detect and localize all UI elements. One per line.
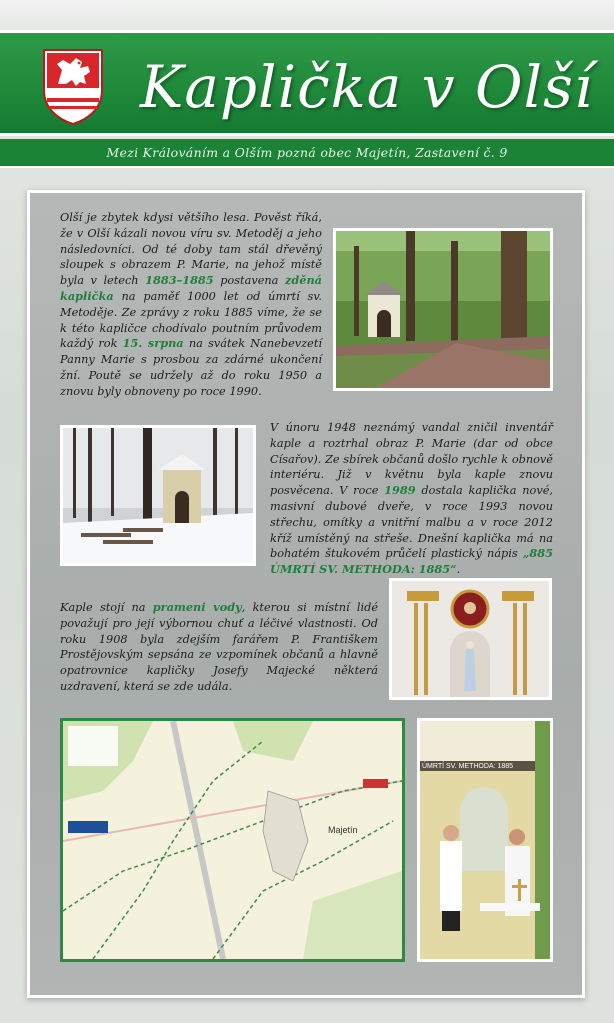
photo-chapel-winter [60,425,256,566]
photo-chapel-interior [389,578,552,700]
highlight-chapel: zděná kaplička [60,273,322,303]
page-subtitle: Mezi Králováním a Olším pozná obec Majetín, Zastavení č. 9 [106,145,508,160]
subtitle-band [0,139,614,168]
highlight-inscription: „885 ÚMRTÍ SV. METHODA: 1885“ [270,546,553,577]
paragraph-restoration: V únoru 1948 neznámý vandal zničil inventář kaple a roztrhal obraz P. Marie (dar od obce Císařov). Ze sbírek občanů došlo rychle k obnově interiéru. Již v květnu byla kaple znovu posvěcena. V roce 1989 dostala kaplička nové, masivní dubové dveře, v roce 1993 novou střechu, omítky a vnitřní malbu a v roce 2012 kříž umístěný na střeše. Dnešní kaplička má na bohatém štukovém průčelí plastický nápis „885 ÚMRTÍ SV. METHODA: 1885“. [270,421,553,577]
top-strip [0,0,614,30]
facade-inscription: ÚMRTÍ SV. METHODA: 1885 [422,763,514,770]
highlight-year-1989: 1989 [384,483,416,498]
header-banner [0,30,614,136]
coat-of-arms-lion-icon [40,46,106,126]
map-area [60,718,405,962]
highlight-spring: prameni vody [152,600,242,614]
photo-mass-at-chapel [417,718,553,962]
page-title: Kaplička v Olší [140,53,594,121]
highlight-date: 15. srpna [122,336,184,351]
paragraph-spring: Kaple stojí na prameni vody, kterou si místní lidé považují pro její výbornou chuť a léčivé vlastnosti. Od roku 1908 byla zdejším farářem P. Františkem Prostějovským sepsána ze vzpomínek občanů a hlavně opatrovnice kapličky Josefy Majecké některá uzdravení, která se zde udála. [60,600,379,693]
paragraph-history: Olší je zbytek kdysi většího lesa. Pověst říká, že v Olší kázali novou víru sv. Metoděj a jeho následovníci. Od té doby tam stál dřevěný sloupek s obrazem P. Marie, na jehož místě byla v letech 1883–1885 postavena zděná kaplička na paměť 1000 let od úmrtí sv. Metoděje. Ze zprávy z roku 1885 víme, že se k této kapličce chodívalo poutním průvodem každý rok 15. srpna na svátek Nanebevzetí Panny Marie s prosbou za zdárné ukončení žní. Poutě se udržely až do roku 1950 a znovu byly obnoveny po roce 1990. [60,211,322,398]
map-label-majetin: Majetín [328,825,358,835]
highlight-years: 1883–1885 [145,273,214,288]
photo-chapel-summer [333,228,553,391]
